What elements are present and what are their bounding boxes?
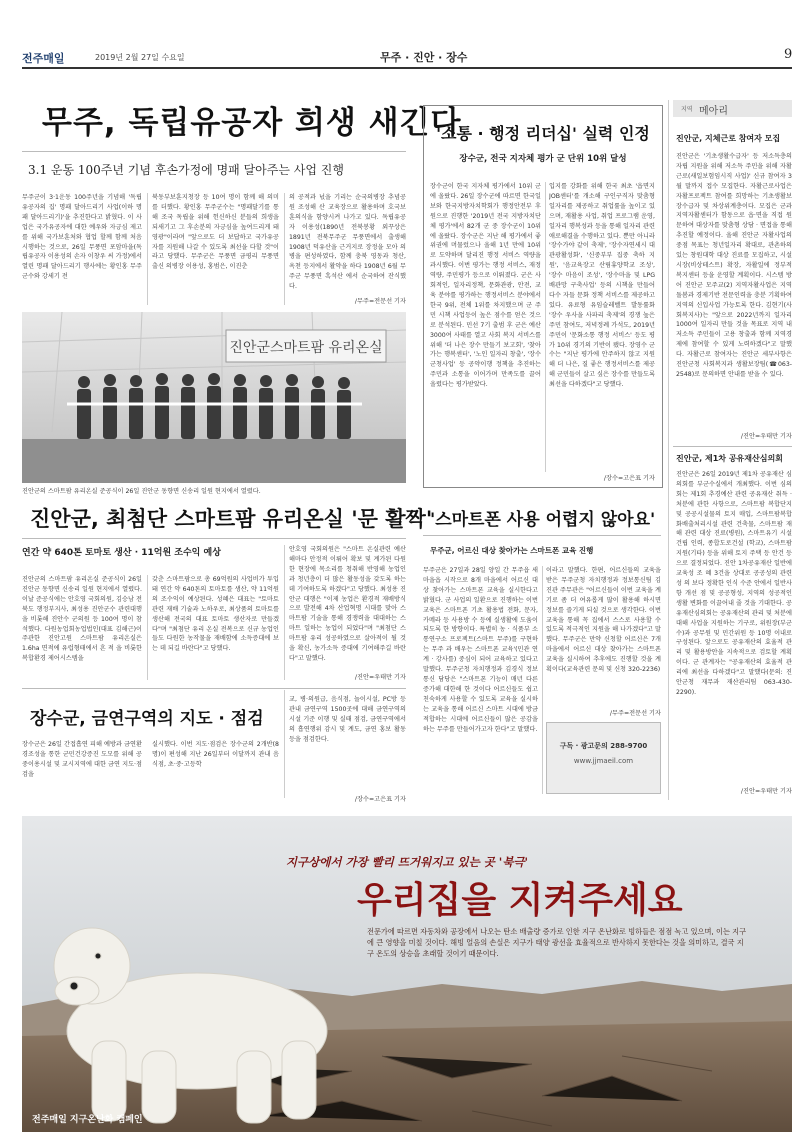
subscription-label: 구독 · 광고문의 288-9700 — [559, 742, 648, 750]
article2-rule — [22, 538, 406, 539]
ad-footer: 전주매일 지구온난화 캠페인 — [32, 1115, 143, 1125]
article3-top-rule — [22, 688, 406, 689]
column-divider — [147, 575, 148, 680]
article3-title: 장수군, 금연구역의 지도 · 점검 — [30, 709, 264, 729]
desk-item1-title: 진안군, 지체근로 참여자 모집 — [676, 134, 781, 143]
column-divider — [284, 193, 285, 305]
article2-title: 진안군, 최첨단 스마트팜 유리온실 '문 활짝' — [30, 507, 433, 531]
article2-subtitle: 연간 약 640톤 토마토 생산 · 11억원 조수익 예상 — [22, 548, 221, 558]
article2-col1: 진안군의 스마트팜 유리온실 준공식이 26일 진안군 동향면 신송리 일원 현지에서 열렸다. 이날 준공식에는 안호영 국회의원, 김승남 전북도 행정부지사, 최성용 진안군수 관련대행을 비롯해 진안수 군의원 등 100여 명이 참석했다. 다원농업회농업법인(대표 김해근)이 주관한 진안고원 스마트팜 유리온실은 1.6ha 면적에 유럽형태에서 흔 적 을 비롯한 복합환경 제어시스템을 — [22, 576, 142, 663]
newspaper-logo: 전주매일 — [22, 52, 65, 65]
article4-subtitle: 장수군, 전국 지자체 평가 군 단위 10위 달성 — [459, 154, 627, 164]
article5-col2: 이라고 말했다. 한편, 어르신들의 교육을 받은 무주군청 자치행정과 정보통신팀 김진관 주무관은 "어르신들이 이번 교육을 계기로 좀 더 여유롭게 많이 활용해 하시면 정보를 즐기게 되실 것으로 생각한다. 이번 교육을 통해 꼭 집에서 스스로 사용할 수 있도록 적극적인 지원을 해 나가겠다"고 말했다. 무주군은 만약 신청할 어르신은 7개 마을에서 어르신 대상 찾아가는 스마트폰 교육을 실시하여 추후에도 진행할 것을 계획이다(교육관련 문의 및 신청 320-2236) — [546, 567, 661, 674]
column-divider — [147, 193, 148, 305]
article5-col1: 무주군은 27일과 28일 양일 간 무주읍 새마을읍 시작으로 8개 마을에서 어르신 대상 찾아가는 스마트폰 교육을 실시한다고 밝혔다. 군 사업의 일환으로 진행하는 이번 교육은 스마트폰 기초 활용법 전화, 문자, 카메라 등 사용방 수 등에 실생활에 도움이 되도록 한 방향이다. 특별히 농 · 식품부 소통연구소 프로젝트(스마트 무주)를 구현하는 무주 과 배우는 스마트폰 교육'(민관 연계 · 강사를) 중심이 되어 교육하고 있다고 말했다. 무주군청 자치행정과 김경식 정보통신 담당은 "스마트폰 기능이 매년 다른 증가해 대한해 한 것이다 어르신들도 쉽고 친숙하게 사용할 수 있도록 교육을 실시하는 교육을 통해 어르신 스마트 시대에 방금 적합하는 시대에 어르신들이 많은 공감을 하는 무주를 만들어가고자 한다"고 말했다. — [423, 567, 538, 733]
article3-col2: 실시했다. 이번 지도·점검은 장수군의 2개반(8명)이 편성해 지난 26일부터 이달까지 관내 음식점, 초·중·고등학 — [152, 741, 279, 768]
page-number: 9 — [784, 47, 793, 62]
desk-item2-body: 진안군은 26일 2019년 제1차 공유재산 심의회를 부군수실에서 개최했다. 이번 심의회는 제1회 추경예산 관련 공유재산 취득 · 처분에 관한 사항으로, 스마트팜 복합단지 및 공공시설물의 토지 매입, 스마트팜복합화배출처리시설 관련 건축물, 스마트팜 재해 관련 대상 진료(병원), 스마트유기 시설 건립 인력, 종합도로건설 (학교), 스마트팜 지원(기타) 등을 위해 토지 주택 등 안건 등으로 결정되었다. 진안 1차공유재산 일반에 교육성 조 혜 3건을 상대로 공공성의 관련성 의 보다 정확한 인식 수준 안에서 일반사항 개선 점 및 공공형성, 지역의 성공적인 생활 변화를 이끌어내 줄 것을 기대한다. 공유재산심의회는 공유재산의 관리 및 처분에 대해 사업을 지원하는 기구로, 위원장(부군수)과 공무원 및 민간위원 등 10명 이내로 구성된다. 앞으로도 공유재산의 효율적 관리 및 활용방안을 지속적으로 검토할 계획이다. 군 관계자는 "공유재산의 효율적 관리에 최선을 다하겠다"고 말했다(문의: 진안군청 재무과 재산관리팀 063-430-2290). — [676, 471, 792, 696]
desk-header — [673, 100, 792, 117]
article5-title: '스마트폰 사용 어렵지 않아요' — [430, 510, 656, 530]
column-divider — [545, 182, 546, 472]
subscription-url[interactable]: www.jjmaeil.com — [573, 757, 634, 765]
ad-tagline: 지구상에서 가장 빨리 뜨거워지고 있는 곳 '북극' — [285, 855, 529, 869]
ceremony-photo — [22, 312, 406, 483]
article5-byline: /무주=전문선 기자 — [609, 710, 661, 717]
article4-col1: 장수군이 한국 지자체 평가에서 10위 군에 올랐다. 26일 장수군에 따르면 한국일보와 한국지방자치학회가 행정안전부 후원으로 진행한 '2019년 전국 지방자치단체 평가'에서 82개 군 중 장수군이 10위에 올랐다. 장수군은 지난 해 평가에서 좋 위권에 머물렀으나 올해 1년 만에 10위로 도약하며 달리진 행정 서비스 역량을 과시했다. 이번 평가는 행정 서비스, 재정 역량, 주민평가 등으로 이뤄졌다. 군은 사회적인, 일자리정책, 문화관광, 안전, 교육 분야를 평가하는 행정서비스 분야에서 한국 9위, 전체 1위를 차지했으며 군 주민 시책 사업등이 높은 점수를 얻은 것으로 분석된다. 민선 7기 출범 후 군은 예산 3000여 사태를 열고 사회 복지 서비스를 위해 '더 나은 장수 만들기 보고회', '찾아가는 행복센터', '노인 일자리 창출', '장수군청사업' 등 공약이행 정책을 추진하는 주민과 소통을 이어가며 만족도를 끌어 올렸다는 평가받았다. — [430, 183, 541, 389]
article2-col2: 갖춘 스마트팜으로 총 69억원의 사업비가 투입돼 연간 약 640톤의 토마토를 생산, 약 11억원의 조수익이 예상된다. 성혜은 대표는 "토마토 관련 재배 기술과 노하우로, 최상품의 토마토를 생산해 전국의 대표 토마토 생산자로 만들겠다"며 "최첨단 유리 온실 전복으로 신규 농업인들도 다원한 농작물을 재배함에 소득증대에 보 는 데 되길 바란다"고 당했다. — [152, 576, 279, 653]
article5-subtitle: 무주군, 어르신 대상 찾아가는 스마트폰 교육 진행 — [430, 546, 594, 555]
article1-title: 무주, 독립유공자 희생 새긴다 — [42, 105, 462, 141]
article2-col3: 안호영 국회의원은 "스마트 온실관련 예산 해마다 안정적 이뤄어 확보 및 계가된 다원한 현장에 목소리를 청취해 반영해 농업인과 청년층이 더 많은 활동성을 갖도록 하는 데 기여하도록 하겠다"고 당했다. 최성용 진안군 대행은 "이제 농업은 환경적 재배방식으로 발전해 4차 산업혁명 시대를 맞아 스마트팜 기술을 통해 경쟁력을 대대하는 스마트 일하는 농업이 되었다"며 "최첨단 스마트팜 유리 성공하였으로 살아적이 될 것을 확신, 농가소득 증대에 기여해주길 바란다"고 말했다. — [289, 546, 406, 662]
article4-col2: 입지를 강화를 위해 한국 최초 '읍면지 JOB센터'를 개소해 구인구직자 맞춤형 일자리를 제공하고 취업률을 높이고 있으며, 재활용 사업, 취업 프로그램 운영, 일자리 행복성과 등을 통해 일자리 관련 애로해결을 수행하고 있다. 뿐만 아니라 '장수가야 같이 축제', '장수자연세시 대 관광활성화', '신중부부 집중 축하 지원', '음교육장고 산림휴양학교 조성', '장수 마음이 조성', '장수마을 및 LPG배관망 구축사업' 등의 시책을 만들어 다수 자들 문화 정책 서비스를 제공하고 있다. 유료형 유임슬레벨트 발동률화 '장수 우사을 사파리 축제'의 경쟁 높은 주민 참여도, 저녁정례 가석도, 2019년 주민이 '문화소통 행정 서비스' 등도 평가 10위 경기의 기반이 됐다. 장영수 군수는 "지난 평가에 안주하지 않고 지원해 더 나은, 질 좋은 행정서비스를 제공해 군민들이 살고 싶은 장수를 만들도록 최선을 다하겠다"고 당했다. — [549, 183, 655, 389]
article1-col2: 북동부보훈지청장 등 10여 명이 함께 해 의미를 더했다. 황인홍 무주군수는 "명패달기를 통해 조국 독립을 위해 헌신하신 분들의 희생을 되새기고 그 후손분의 자긍심을 높여드리게 돼 영광"이라며 "앞으로도 더 보답하고 국가유공자를 지원해 나갈 수 있도록 최선을 다할 것"이라고 당했다. 무주군은 무풍면 금평리 무풍면 출신 의병장 이용성, 홍범은, 이진춘 — [152, 194, 279, 271]
article3-col3: 교, 병·의원급, 음식점, 놀이시설, PC방 등 관내 금연구역 1500곳에 대해 금연구역의 시설 기준 이행 및 실태 점검, 금연구역에서의 흡연행위 감시 및 계도, 금연 홍보 활동 등을 점검한다. — [289, 696, 406, 743]
desk-item2-title: 진안군, 제1차 공유재산심의회 — [676, 454, 783, 463]
ad-headline: 우리집을 지켜주세요 — [357, 880, 683, 921]
article4-byline: /장수=고은표 기자 — [603, 475, 655, 482]
article3-byline: /장수=고은표 기자 — [354, 796, 406, 803]
photo1-caption: 진안군의 스마트팜 유리온실 준공식이 26일 진안군 동향면 신송리 일원 현지에서 열렸다. — [22, 488, 261, 495]
desk-item1-byline: /진안=우태만 기자 — [740, 433, 792, 440]
article5-rule — [423, 535, 661, 536]
article2-byline: /진안=우태만 기자 — [354, 674, 406, 681]
header-rule — [22, 67, 792, 69]
column-divider — [284, 545, 285, 680]
article1-col1: 무주군이 3·1운동 100주년을 기념해 '독립유공자의 집' 명패 달아드리기 사업(이하 명패 달아드리기)'을 추진한다고 밝혔다. 이 사업은 국가유공자에 대한 예우와 자긍심 제고를 위해 국가보훈처와 협업 할께 함께 처음 시행하는 것으로, 26일 무풍면 포암마을(독립유공자 이용성의 손자 이창우 씨 가정)에서 열린 명패 달아드리기 행사에는 황인홍 무주군수와 강세기 전 — [22, 194, 142, 281]
article1-subtitle: 3.1 운동 100주년 기념 후손가정에 명패 달아주는 사업 진행 — [28, 163, 344, 177]
ribbon-cutting-image — [22, 312, 406, 483]
column-divider — [542, 566, 543, 794]
desk-item2-byline: /진안=우태만 기자 — [740, 788, 792, 795]
article3-col1: 장수군은 26일 간접흡연 피해 예방과 금연환경조성을 통한 군민건강증진 도모를 위해 공중이용시설 및 교시지역에 대한 금연 지도·점검을 — [22, 741, 142, 778]
desk-section-label: 지역 — [681, 106, 693, 113]
ad-body: 전문가에 따르면 자동차와 공장에서 나오는 탄소 배출량 증가로 인한 지구 온난화로 빙하들은 점점 녹고 있으며, 이는 지구에 큰 영향을 미칠 것이다. 해빙 얼음의 손실은 지구가 태양 광선을 효율적으로 반사하지 못한다는 것을 의미하고, 결국 지구 온도의 상승을 초래할 것이기 때문이다. — [367, 927, 747, 958]
desk-section-name: 메아리 — [699, 106, 728, 117]
photo-banner-text: 진안군스마트팜 유리온실 — [229, 340, 383, 356]
column-divider — [284, 690, 285, 798]
desk-item1-body: 진안군은 '기초생활수급자' 등 저소득층의 자립 지원을 위해 저소득 주민을 위해 자활근로(새일보험임시직 사업)' 신규 참여자 3월 말까지 접수 모집한다. 자활근로사업은 자활프로젝트 참여를 희망하는 기초생활보장수급자 및 차상위계층이다. 모집은 군과 지역자활센터가 함동으로 읍·면을 직접 원문하여 대상자를 맞춤형 상담 · 면접을 통해 추진할 예정이다. 올해 진안군 자활사업의 중점 목표는 청년일자리 확대로, 관촌하의 있는 창원대학 대상 진료를 모집하고, 시설시장(비상테스트) 확장, 자활일에 정부적 복지센터 등을 운영할 계획이다. 시스템 방어 진안군 모주교(2) 지역자활사업은 지역 돌봄과 경제기반 전문인력을 충분 기획하여 지역의 신입사업 가능토록 한다. 김현기(사회복지사)는 "앞으로 2022년까지 일자리 1000여 일자리 만들 것을 목표로 지역 내 저소득 주민들이 고용 창출과 함께 지역경제에 참여할 수 있게 노력하겠다"고 말했다. 자활근로 참여자는 진안군 세부사항은 진안군청 사회복지과 생활보장팀(☎063-2548)로 문의하면 안내를 받을 수 있다. — [676, 153, 792, 378]
article1-byline: /무주=전문선 기자 — [354, 298, 406, 305]
article4-title: '소통 · 행정 리더십' 실력 인정 — [436, 124, 650, 143]
issue-date: 2019년 2월 27일 수요일 — [95, 53, 185, 62]
section-title: 무주 · 진안 · 장수 — [380, 51, 468, 64]
subscription-box — [546, 722, 661, 794]
article1-col3: 의 공적과 넋을 기리는 순국의병장 추념공원 조성해 산 교육장으로 활용하며 호국보훈의식을 함양시켜 나가고 있다. 독립유공자 이용성(1890년 전북봉황 외꾸상은 1891년 전북무주군 무풍면에서 출생해 1908년 덕유산을 근거지로 장정을 모아 의병을 편성하였다, 함께 충북 영동과 청산, 옥천 등지에서 활약을 하다 1908년 6월 무주군 무풍면 흑석산 에서 순국하여 잔식했다. — [289, 194, 406, 291]
article1-rule — [22, 151, 406, 152]
climate-campaign-ad — [22, 816, 792, 1132]
column-divider — [668, 100, 669, 800]
desk-separator — [673, 446, 792, 447]
